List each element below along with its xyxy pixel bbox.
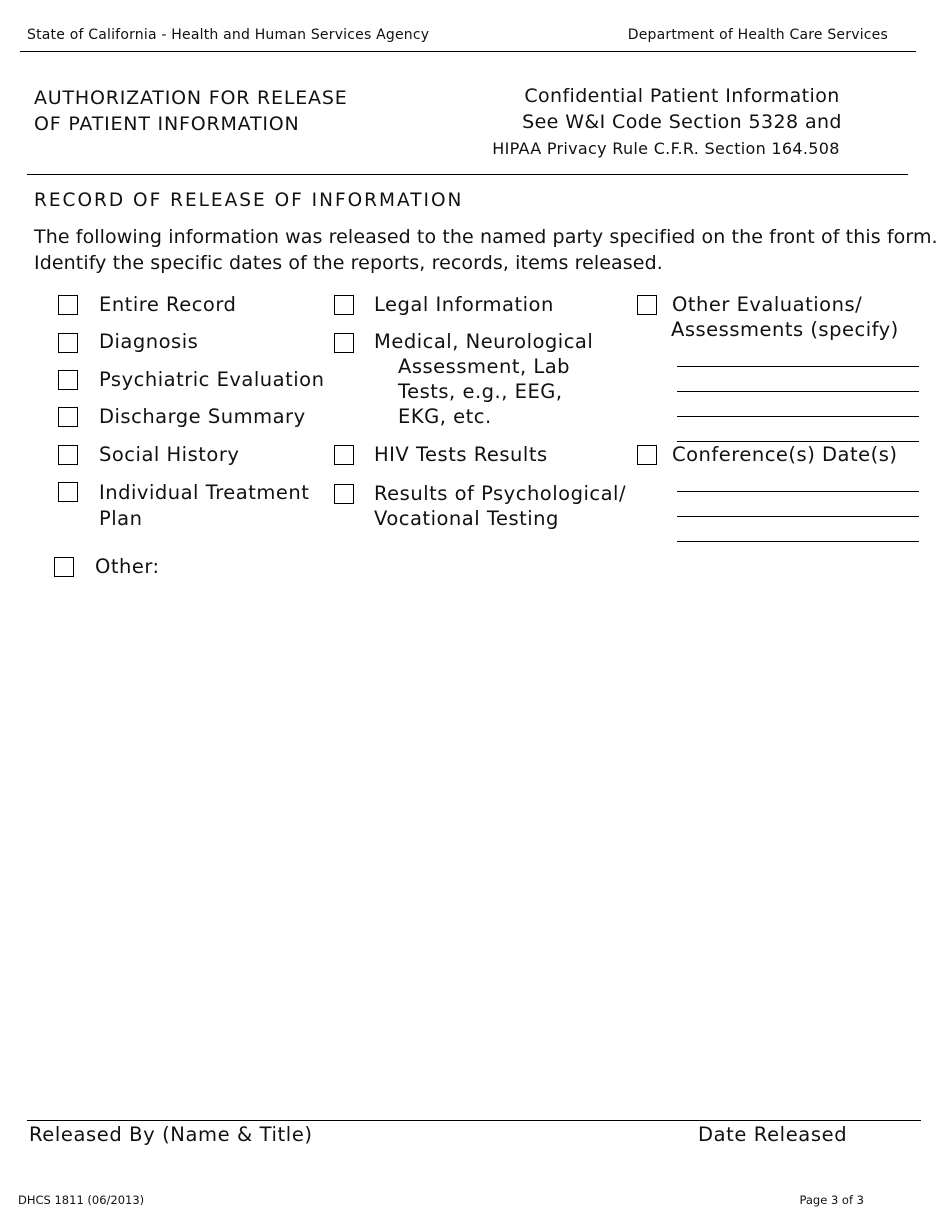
- label-medical-line4: EKG, etc.: [398, 405, 492, 428]
- date-released-label: Date Released: [698, 1123, 848, 1146]
- page-number: Page 3 of 3: [799, 1193, 864, 1207]
- label-entire-record: Entire Record: [99, 293, 237, 316]
- checkbox-entire-record[interactable]: [58, 295, 78, 315]
- signature-line[interactable]: [27, 1120, 921, 1121]
- label-individual-treatment-line2: Plan: [99, 507, 143, 530]
- instruction-line1: The following information was released to the named party specified on the front of this form.: [34, 226, 938, 248]
- label-individual-treatment-line1: Individual Treatment: [99, 481, 310, 504]
- title-divider: [27, 174, 908, 175]
- conference-dates-line[interactable]: [677, 491, 919, 492]
- section-title: RECORD OF RELEASE OF INFORMATION: [34, 190, 464, 211]
- checkbox-other[interactable]: [54, 557, 74, 577]
- confidential-line1: Confidential Patient Information: [524, 85, 840, 107]
- label-medical-line2: Assessment, Lab: [398, 355, 571, 378]
- confidential-line3: HIPAA Privacy Rule C.F.R. Section 164.508: [492, 139, 840, 158]
- label-discharge-summary: Discharge Summary: [99, 405, 306, 428]
- checkbox-conference-dates[interactable]: [637, 445, 657, 465]
- checkbox-diagnosis[interactable]: [58, 333, 78, 353]
- agency-name: State of California - Health and Human Services Agency: [27, 27, 430, 43]
- label-psych-line1: Results of Psychological/: [374, 482, 627, 505]
- form-title-line1: AUTHORIZATION FOR RELEASE: [34, 87, 348, 109]
- checkbox-discharge-summary[interactable]: [58, 407, 78, 427]
- checkbox-individual-treatment-plan[interactable]: [58, 482, 78, 502]
- label-diagnosis: Diagnosis: [99, 330, 199, 353]
- label-other: Other:: [95, 555, 160, 578]
- label-other-eval-line1: Other Evaluations/: [672, 293, 863, 316]
- other-evaluations-specify-line[interactable]: [677, 391, 919, 392]
- form-title-line2: OF PATIENT INFORMATION: [34, 113, 300, 135]
- label-hiv-tests: HIV Tests Results: [374, 443, 548, 466]
- checkbox-hiv-tests[interactable]: [334, 445, 354, 465]
- checkbox-medical-neurological[interactable]: [334, 333, 354, 353]
- confidential-line2: See W&I Code Section 5328 and: [522, 111, 842, 133]
- checkbox-social-history[interactable]: [58, 445, 78, 465]
- label-psychiatric-evaluation: Psychiatric Evaluation: [99, 368, 325, 391]
- checkbox-psychiatric-evaluation[interactable]: [58, 370, 78, 390]
- checkbox-other-evaluations[interactable]: [637, 295, 657, 315]
- label-medical-line3: Tests, e.g., EEG,: [398, 380, 563, 403]
- label-psych-line2: Vocational Testing: [374, 507, 559, 530]
- label-social-history: Social History: [99, 443, 240, 466]
- label-medical-line1: Medical, Neurological: [374, 330, 594, 353]
- form-number: DHCS 1811 (06/2013): [18, 1193, 145, 1207]
- header-divider: [20, 51, 916, 52]
- label-other-eval-line2: Assessments (specify): [671, 318, 899, 341]
- instruction-line2: Identify the specific dates of the reports, records, items released.: [34, 252, 663, 274]
- other-evaluations-specify-line[interactable]: [677, 366, 919, 367]
- conference-dates-line[interactable]: [677, 541, 919, 542]
- department-name: Department of Health Care Services: [627, 27, 888, 43]
- label-conference-dates: Conference(s) Date(s): [672, 443, 898, 466]
- released-by-label: Released By (Name & Title): [29, 1123, 313, 1146]
- conference-dates-line[interactable]: [677, 516, 919, 517]
- checkbox-psychological-testing[interactable]: [334, 484, 354, 504]
- other-evaluations-specify-line[interactable]: [677, 416, 919, 417]
- label-legal-information: Legal Information: [374, 293, 554, 316]
- checkbox-legal-information[interactable]: [334, 295, 354, 315]
